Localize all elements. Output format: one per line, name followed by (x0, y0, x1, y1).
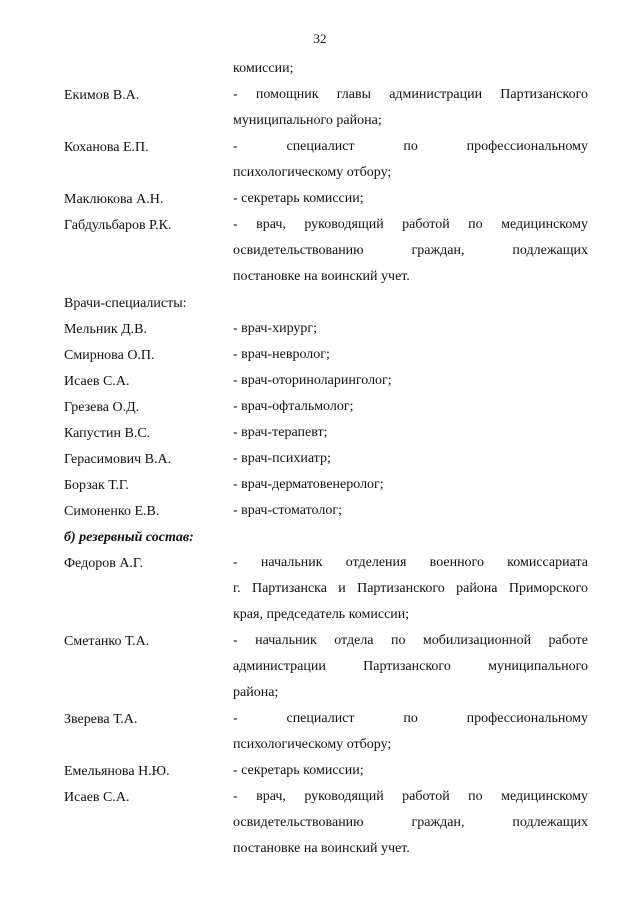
role-line: - секретарь комиссии; (233, 763, 364, 778)
page-number: 32 (313, 31, 327, 46)
role-line: постановке на воинский учет. (233, 269, 410, 284)
specialist-role (233, 368, 588, 394)
role-line: - врач-офтальмолог; (233, 399, 354, 414)
reserve-member-name: Исаев С.А. (64, 790, 130, 805)
specialist-name: Герасимович В.А. (64, 452, 172, 467)
specialist-role (233, 316, 588, 342)
specialist-role (233, 342, 588, 368)
role-line: - врач-невролог; (233, 347, 330, 362)
role-line: района; (233, 685, 279, 700)
specialist-role (233, 420, 588, 446)
specialist-name: Симоненко Е.В. (64, 504, 160, 519)
specialist-role (233, 446, 588, 472)
specialist-name: Исаев С.А. (64, 374, 130, 389)
member-name: Габдульбаров Р.К. (64, 218, 172, 233)
specialist-name: Мельник Д.В. (64, 322, 148, 337)
continuation-line: комиссии; (233, 61, 294, 76)
role-line: - врач-психиатр; (233, 451, 331, 466)
specialist-role (233, 472, 588, 498)
role-line: муниципального района; (233, 113, 382, 128)
specialist-role (233, 498, 588, 524)
role-line: края, председатель комиссии; (233, 607, 410, 622)
role-line: - врач, руководящий работой по медицинскому (233, 789, 588, 804)
member-name: Коханова Е.П. (64, 140, 149, 155)
continuation-text (233, 56, 588, 82)
role-line: - начальник отделения военного комиссариата (233, 555, 588, 570)
reserve-member-role (233, 706, 588, 758)
role-line: - начальник отдела по мобилизационной работе (233, 633, 588, 648)
specialist-name: Смирнова О.П. (64, 348, 155, 363)
member-role (233, 82, 588, 134)
role-line: - врач-оториноларинголог; (233, 373, 392, 388)
role-line: г. Партизанска и Партизанского района Приморского (233, 581, 588, 596)
specialists-heading: Врачи-специалисты: (64, 296, 187, 311)
specialist-name: Борзак Т.Г. (64, 478, 129, 493)
member-role (233, 212, 588, 290)
role-line: - специалист по профессиональному (233, 711, 588, 726)
reserve-member-role (233, 758, 588, 784)
role-line: администрации Партизанского муниципального (233, 659, 588, 674)
reserve-member-name: Зверева Т.А. (64, 712, 138, 727)
reserve-member-role (233, 550, 588, 628)
member-role (233, 186, 588, 212)
reserve-member-role (233, 784, 588, 862)
role-line: - врач-дерматовенеролог; (233, 477, 384, 492)
role-line: освидетельствованию граждан, подлежащих (233, 815, 588, 830)
specialist-role (233, 394, 588, 420)
member-name: Екимов В.А. (64, 88, 140, 103)
role-line: - специалист по профессиональному (233, 139, 588, 154)
role-line: - помощник главы администрации Партизанского (233, 87, 588, 102)
role-line: - врач-стоматолог; (233, 503, 342, 518)
specialist-name: Грезева О.Д. (64, 400, 140, 415)
member-role (233, 134, 588, 186)
reserve-member-name: Емельянова Н.Ю. (64, 764, 170, 779)
role-line: психологическому отбору; (233, 165, 392, 180)
reserve-member-name: Сметанко Т.А. (64, 634, 150, 649)
role-line: - врач-хирург; (233, 321, 318, 336)
role-line: постановке на воинский учет. (233, 841, 410, 856)
role-line: - врач, руководящий работой по медицинскому (233, 217, 588, 232)
reserve-member-role (233, 628, 588, 706)
role-line: психологическому отбору; (233, 737, 392, 752)
role-line: - секретарь комиссии; (233, 191, 364, 206)
reserve-member-name: Федоров А.Г. (64, 556, 143, 571)
role-line: освидетельствованию граждан, подлежащих (233, 243, 588, 258)
reserve-heading: б) резервный состав: (64, 530, 194, 545)
role-line: - врач-терапевт; (233, 425, 328, 440)
specialist-name: Капустин В.С. (64, 426, 151, 441)
member-name: Маклюкова А.Н. (64, 192, 164, 207)
